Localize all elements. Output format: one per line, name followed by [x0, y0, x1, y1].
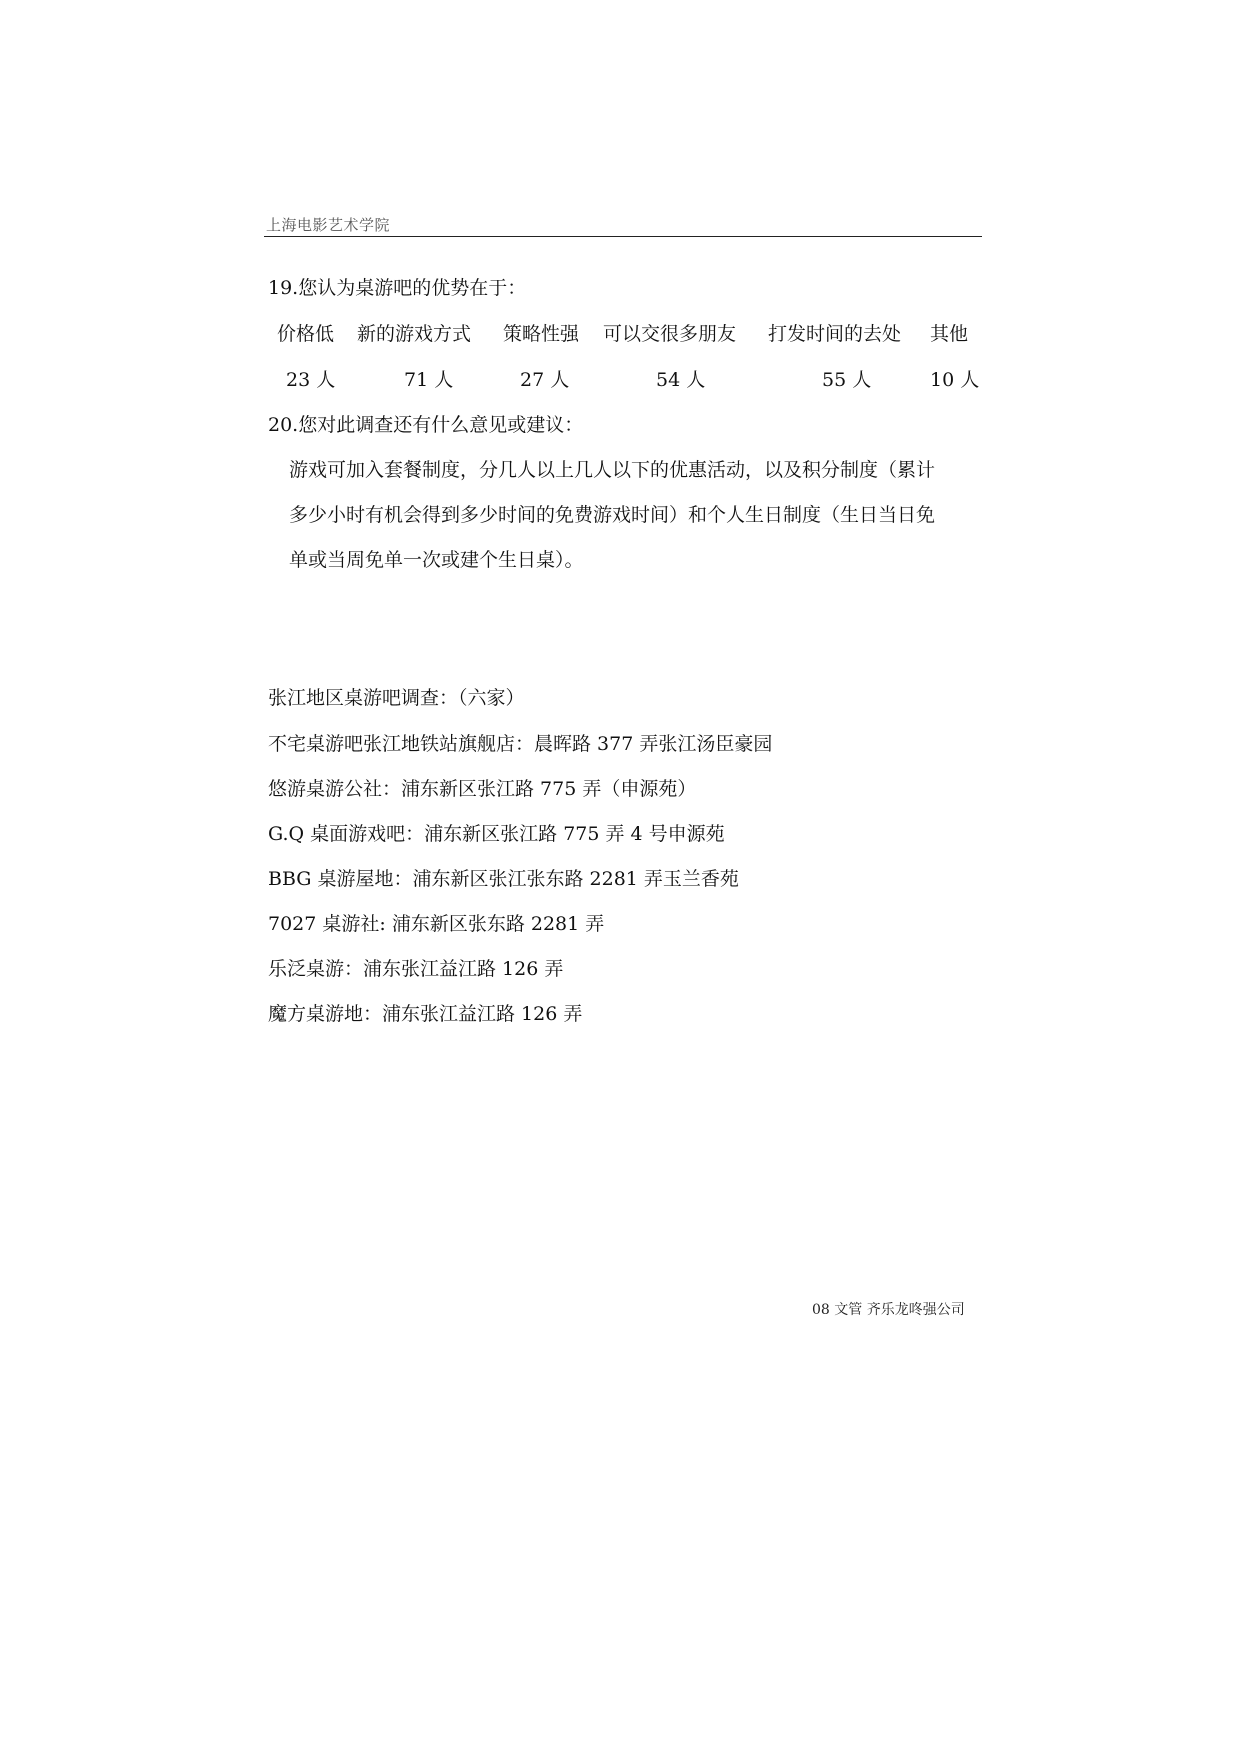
- option-count: 10 人: [930, 369, 980, 391]
- page-header: [264, 212, 982, 237]
- option-label: 其他: [930, 323, 969, 345]
- survey-item: 7027 桌游社: 浦东新区张东路 2281 弄: [268, 913, 605, 935]
- option-label: 可以交很多朋友: [603, 323, 737, 345]
- answer-line: 多少小时有机会得到多少时间的免费游戏时间）和个人生日制度（生日当日免: [289, 504, 936, 526]
- answer-line: 单或当周免单一次或建个生日桌）。: [289, 549, 584, 571]
- question-19-title: 19.您认为桌游吧的优势在于：: [268, 277, 527, 299]
- survey-heading: 张江地区桌游吧调查：（六家）: [268, 687, 525, 709]
- option-label: 打发时间的去处: [768, 323, 902, 345]
- header-title: 上海电影艺术学院: [266, 216, 391, 234]
- question-20-title: 20.您对此调查还有什么意见或建议：: [268, 414, 584, 436]
- option-count: 23 人: [286, 369, 336, 391]
- option-count: 54 人: [656, 369, 706, 391]
- page-footer: 08 文管 齐乐龙咚强公司: [812, 1302, 965, 1318]
- option-label: 价格低: [277, 323, 335, 345]
- survey-item: 悠游桌游公社：浦东新区张江路 775 弄（申源苑）: [268, 778, 697, 800]
- answer-line: 游戏可加入套餐制度，分几人以上几人以下的优惠活动，以及积分制度（累计: [289, 459, 936, 481]
- survey-item: 乐泛桌游：浦东张江益江路 126 弄: [268, 958, 564, 980]
- survey-item: 不宅桌游吧张江地铁站旗舰店：晨晖路 377 弄张江汤臣豪园: [268, 733, 773, 755]
- survey-item: G.Q 桌面游戏吧：浦东新区张江路 775 弄 4 号申源苑: [268, 823, 725, 845]
- option-label: 新的游戏方式: [357, 323, 472, 345]
- option-label: 策略性强: [503, 323, 580, 345]
- survey-item: BBG 桌游屋地：浦东新区张江张东路 2281 弄玉兰香苑: [268, 868, 739, 890]
- option-count: 55 人: [822, 369, 872, 391]
- survey-item: 魔方桌游地：浦东张江益江路 126 弄: [268, 1003, 583, 1025]
- option-count: 27 人: [520, 369, 570, 391]
- option-count: 71 人: [404, 369, 454, 391]
